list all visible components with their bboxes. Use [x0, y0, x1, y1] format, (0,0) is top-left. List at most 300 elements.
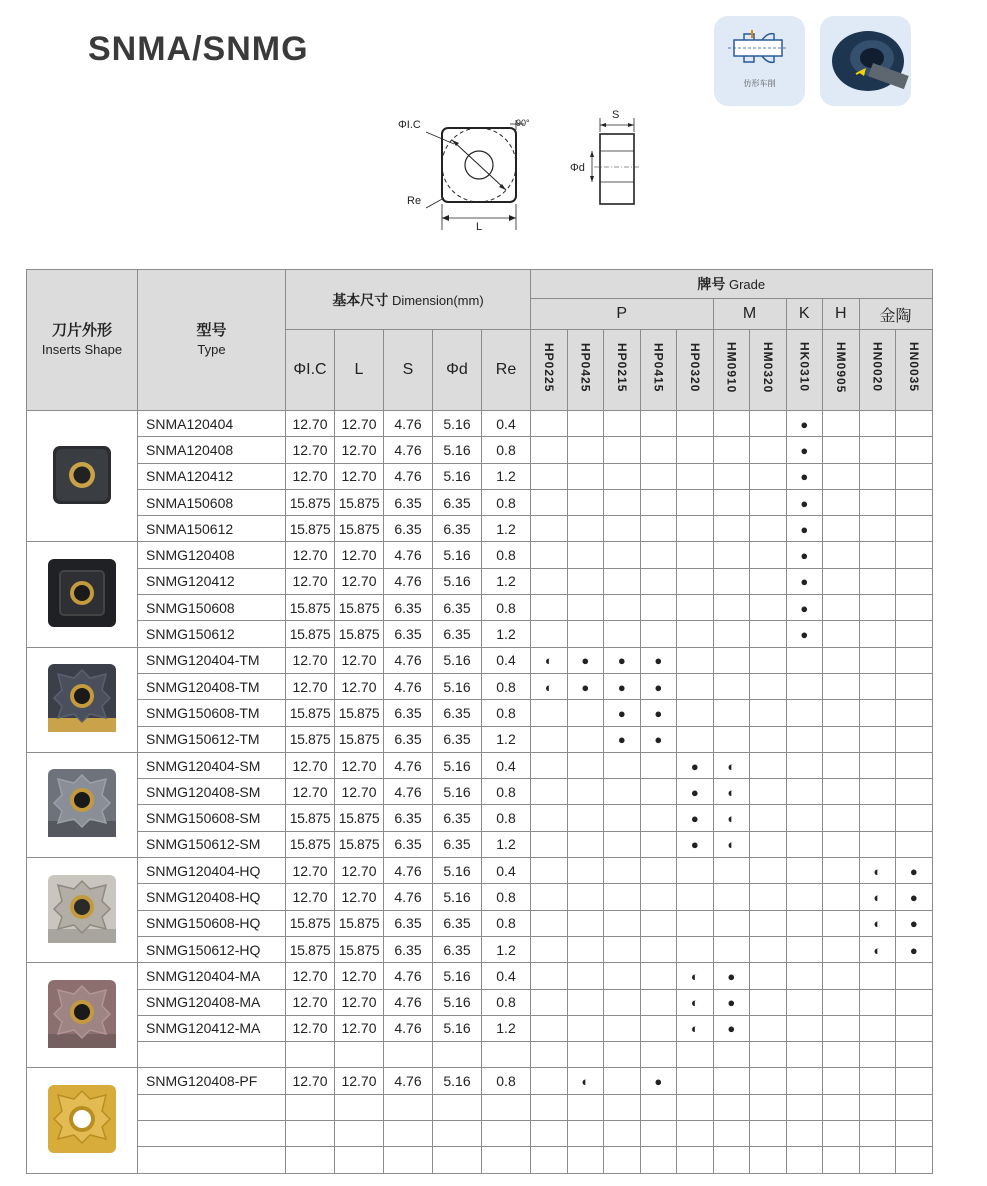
grade-mark-cell — [567, 1094, 604, 1120]
table-row — [27, 752, 933, 778]
table-row — [27, 963, 933, 989]
dimension-column-2: S — [384, 330, 433, 411]
dimension-cell-d: 5.16 — [433, 1015, 482, 1041]
dimension-cell-re: 0.4 — [482, 752, 531, 778]
grade-mark-cell — [786, 489, 823, 515]
dimension-cell-l: 12.70 — [335, 858, 384, 884]
table-row — [27, 621, 933, 647]
grade-mark-cell — [531, 1121, 568, 1147]
dimension-cell-l: 12.70 — [335, 884, 384, 910]
grade-mark-cell — [896, 936, 933, 962]
dimension-cell-s: 4.76 — [384, 1015, 433, 1041]
dimension-cell-l: 12.70 — [335, 647, 384, 673]
grade-mark-cell — [604, 884, 641, 910]
dimension-cell-d: 5.16 — [433, 411, 482, 437]
grade-mark-cell — [567, 542, 604, 568]
recommended-mark: ● — [617, 732, 626, 748]
dimension-cell-s: 6.35 — [384, 831, 433, 857]
grade-mark-cell — [640, 437, 677, 463]
grade-mark-cell — [823, 779, 860, 805]
dimension-cell-s — [384, 1121, 433, 1147]
type-cell: SNMG120404-HQ — [138, 858, 286, 884]
grade-mark-cell — [823, 963, 860, 989]
grade-mark-cell — [896, 726, 933, 752]
dimension-cell-re: 0.8 — [482, 542, 531, 568]
grade-mark-cell — [786, 1121, 823, 1147]
grade-mark-cell — [567, 1015, 604, 1041]
grade-mark-cell — [531, 516, 568, 542]
recommended-mark: ● — [654, 653, 663, 669]
grade-mark-cell — [531, 1068, 568, 1094]
dimension-cell-d: 5.16 — [433, 884, 482, 910]
dimension-cell-l: 15.875 — [335, 621, 384, 647]
grade-mark-cell — [640, 568, 677, 594]
type-cell: SNMG120408 — [138, 542, 286, 568]
dimension-cell-ic: 12.70 — [286, 989, 335, 1015]
grade-mark-cell — [531, 437, 568, 463]
applicable-mark: ◐ — [544, 653, 553, 669]
grade-mark-cell — [531, 884, 568, 910]
grade-mark-cell — [640, 411, 677, 437]
grade-mark-cell — [859, 936, 896, 962]
grade-mark-cell — [604, 831, 641, 857]
grade-mark-cell — [823, 1042, 860, 1068]
grade-mark-cell — [640, 1121, 677, 1147]
grade-group-2: K — [786, 299, 823, 330]
grade-mark-cell — [531, 463, 568, 489]
grade-mark-cell — [677, 516, 714, 542]
grade-mark-cell — [786, 858, 823, 884]
grade-mark-cell — [531, 595, 568, 621]
recommended-mark: ● — [727, 995, 736, 1011]
grade-column-label: HK0310 — [797, 342, 812, 393]
ic-label: ΦI.C — [398, 119, 421, 131]
table-row — [27, 805, 933, 831]
grade-mark-cell — [896, 1147, 933, 1173]
grade-mark-cell — [823, 542, 860, 568]
grade-mark-cell — [640, 1094, 677, 1120]
grade-mark-cell — [713, 1121, 750, 1147]
grade-mark-cell — [604, 700, 641, 726]
dimension-cell-d: 5.16 — [433, 568, 482, 594]
dimension-cell-re: 1.2 — [482, 1015, 531, 1041]
grade-mark-cell — [713, 1094, 750, 1120]
grade-mark-cell — [677, 1042, 714, 1068]
grade-mark-cell — [531, 489, 568, 515]
recommended-mark: ● — [581, 679, 590, 695]
dimension-cell-s: 4.76 — [384, 463, 433, 489]
dimension-cell-re: 0.4 — [482, 647, 531, 673]
table-row — [27, 1147, 933, 1173]
dimension-cell-l: 12.70 — [335, 411, 384, 437]
dimension-cell-s: 4.76 — [384, 411, 433, 437]
grade-mark-cell — [896, 805, 933, 831]
grade-mark-cell — [859, 1121, 896, 1147]
grade-mark-cell — [531, 910, 568, 936]
grade-mark-cell — [713, 805, 750, 831]
grade-mark-cell — [859, 516, 896, 542]
grade-mark-cell — [896, 831, 933, 857]
grade-column-label: HP0425 — [578, 342, 593, 393]
grade-mark-cell — [604, 1147, 641, 1173]
grade-mark-cell — [750, 884, 787, 910]
grade-mark-cell — [531, 568, 568, 594]
grade-mark-cell — [640, 858, 677, 884]
grade-column-label: HP0320 — [687, 342, 702, 393]
grade-mark-cell — [823, 936, 860, 962]
recommended-mark: ● — [654, 1074, 663, 1090]
grade-mark-cell — [531, 411, 568, 437]
dimension-cell-re — [482, 1121, 531, 1147]
grade-mark-cell — [859, 463, 896, 489]
dimension-cell-re: 1.2 — [482, 463, 531, 489]
snmg-ma-insert-image — [27, 963, 138, 1068]
grade-mark-cell — [859, 779, 896, 805]
grade-mark-cell — [750, 910, 787, 936]
grade-mark-cell — [531, 1147, 568, 1173]
dimension-cell-l: 12.70 — [335, 568, 384, 594]
grade-mark-cell — [531, 621, 568, 647]
table-row — [27, 568, 933, 594]
dimension-cell-ic: 15.875 — [286, 489, 335, 515]
grade-mark-cell — [640, 595, 677, 621]
table-row — [27, 411, 933, 437]
table-row — [27, 884, 933, 910]
grade-mark-cell — [567, 1121, 604, 1147]
grade-mark-cell — [567, 1068, 604, 1094]
grade-mark-cell — [604, 621, 641, 647]
type-cell: SNMG150612 — [138, 621, 286, 647]
grade-column-label: HP0225 — [541, 342, 556, 393]
grade-header-en: Grade — [728, 277, 766, 292]
grade-mark-cell — [604, 437, 641, 463]
dimension-cell-s: 6.35 — [384, 489, 433, 515]
applicable-mark: ◐ — [690, 968, 699, 984]
dimension-cell-l: 12.70 — [335, 779, 384, 805]
dimension-cell-d: 5.16 — [433, 647, 482, 673]
grade-mark-cell — [750, 1042, 787, 1068]
dimension-cell-l: 12.70 — [335, 463, 384, 489]
grade-mark-cell — [677, 989, 714, 1015]
grade-column-3 — [640, 330, 677, 411]
grade-mark-cell — [786, 411, 823, 437]
dimension-cell-re — [482, 1147, 531, 1173]
dimension-cell-s: 4.76 — [384, 647, 433, 673]
dimension-cell-s: 6.35 — [384, 936, 433, 962]
recommended-mark: ● — [617, 679, 626, 695]
recommended-mark: ● — [617, 653, 626, 669]
type-cell: SNMA120404 — [138, 411, 286, 437]
type-cell: SNMG150612-SM — [138, 831, 286, 857]
grade-mark-cell — [604, 516, 641, 542]
grade-mark-cell — [604, 805, 641, 831]
grade-mark-cell — [750, 411, 787, 437]
grade-mark-cell — [859, 884, 896, 910]
grade-mark-cell — [786, 910, 823, 936]
grade-mark-cell — [750, 989, 787, 1015]
dimension-cell-s: 4.76 — [384, 568, 433, 594]
grade-mark-cell — [896, 1094, 933, 1120]
grade-mark-cell — [859, 805, 896, 831]
applicable-mark: ◐ — [690, 1021, 699, 1037]
grade-mark-cell — [713, 1068, 750, 1094]
grade-mark-cell — [640, 752, 677, 778]
type-cell: SNMA150612 — [138, 516, 286, 542]
grade-mark-cell — [823, 621, 860, 647]
grade-mark-cell — [750, 726, 787, 752]
dimension-cell-l: 15.875 — [335, 910, 384, 936]
grade-mark-cell — [531, 647, 568, 673]
grade-mark-cell — [567, 700, 604, 726]
grade-mark-cell — [786, 936, 823, 962]
dimension-cell-d — [433, 1147, 482, 1173]
grade-mark-cell — [713, 700, 750, 726]
grade-mark-cell — [531, 673, 568, 699]
grade-mark-cell — [750, 489, 787, 515]
grade-mark-cell — [677, 858, 714, 884]
grade-mark-cell — [677, 621, 714, 647]
grade-mark-cell — [896, 673, 933, 699]
type-cell — [138, 1121, 286, 1147]
grade-mark-cell — [677, 831, 714, 857]
grade-mark-cell — [786, 463, 823, 489]
dimension-cell-l: 12.70 — [335, 752, 384, 778]
grade-mark-cell — [640, 963, 677, 989]
applicable-mark: ◐ — [690, 995, 699, 1011]
dimension-cell-d: 5.16 — [433, 673, 482, 699]
dimension-cell-d: 5.16 — [433, 542, 482, 568]
grade-mark-cell — [859, 621, 896, 647]
dimension-cell-re: 0.8 — [482, 437, 531, 463]
grade-mark-cell — [677, 936, 714, 962]
grade-mark-cell — [567, 936, 604, 962]
dimension-cell-l: 12.70 — [335, 1068, 384, 1094]
grade-mark-cell — [640, 910, 677, 936]
grade-mark-cell — [604, 752, 641, 778]
type-cell: SNMG120404-SM — [138, 752, 286, 778]
grade-mark-cell — [750, 1068, 787, 1094]
grade-mark-cell — [896, 910, 933, 936]
dimension-column-0: ΦI.C — [286, 330, 335, 411]
angle-label: 90° — [516, 118, 530, 128]
table-row — [27, 1068, 933, 1094]
recommended-mark: ● — [800, 548, 809, 564]
grade-column-1 — [567, 330, 604, 411]
grade-mark-cell — [604, 542, 641, 568]
grade-mark-cell — [786, 516, 823, 542]
dimension-cell-ic — [286, 1094, 335, 1120]
profile-turning-icon — [714, 16, 805, 106]
grade-mark-cell — [531, 726, 568, 752]
grade-mark-cell — [859, 647, 896, 673]
type-header-en: Type — [197, 341, 226, 357]
grade-mark-cell — [896, 1121, 933, 1147]
table-row — [27, 936, 933, 962]
grade-mark-cell — [896, 595, 933, 621]
dimension-cell-d: 6.35 — [433, 910, 482, 936]
grade-mark-cell — [859, 910, 896, 936]
grade-mark-cell — [859, 1042, 896, 1068]
grade-mark-cell — [677, 673, 714, 699]
grade-mark-cell — [786, 673, 823, 699]
grade-mark-cell — [713, 568, 750, 594]
grade-mark-cell — [896, 647, 933, 673]
grade-column-label: HN0035 — [906, 342, 921, 393]
grade-mark-cell — [640, 621, 677, 647]
grade-mark-cell — [567, 858, 604, 884]
table-row — [27, 673, 933, 699]
type-cell: SNMG120412 — [138, 568, 286, 594]
grade-group-4: 金陶 — [859, 299, 932, 330]
dimension-cell-l — [335, 1042, 384, 1068]
l-label: L — [476, 221, 483, 233]
recommended-mark: ● — [727, 968, 736, 984]
dimension-cell-ic: 15.875 — [286, 726, 335, 752]
type-header — [138, 270, 286, 411]
recommended-mark: ● — [617, 705, 626, 721]
dimension-cell-ic: 12.70 — [286, 437, 335, 463]
dimension-cell-s: 4.76 — [384, 779, 433, 805]
grade-mark-cell — [531, 1015, 568, 1041]
dimension-cell-l: 15.875 — [335, 516, 384, 542]
snmg-hq-insert-image — [27, 858, 138, 963]
dimension-cell-ic — [286, 1042, 335, 1068]
dimension-cell-re: 0.8 — [482, 1068, 531, 1094]
grade-mark-cell — [859, 726, 896, 752]
grade-mark-cell — [531, 831, 568, 857]
grade-mark-cell — [640, 936, 677, 962]
dimension-cell-re: 1.2 — [482, 936, 531, 962]
grade-mark-cell — [823, 1121, 860, 1147]
grade-mark-cell — [859, 437, 896, 463]
grade-mark-cell — [604, 411, 641, 437]
grade-mark-cell — [786, 726, 823, 752]
grade-mark-cell — [677, 805, 714, 831]
grade-column-4 — [677, 330, 714, 411]
dimension-cell-l: 12.70 — [335, 989, 384, 1015]
grade-mark-cell — [531, 779, 568, 805]
grade-mark-cell — [567, 489, 604, 515]
grade-mark-cell — [604, 963, 641, 989]
grade-header — [531, 270, 933, 299]
grade-mark-cell — [823, 595, 860, 621]
dimension-cell-re: 0.8 — [482, 805, 531, 831]
grade-mark-cell — [786, 595, 823, 621]
table-row — [27, 489, 933, 515]
grade-mark-cell — [786, 752, 823, 778]
grade-mark-cell — [750, 1094, 787, 1120]
type-cell: SNMG120408-HQ — [138, 884, 286, 910]
grade-mark-cell — [750, 595, 787, 621]
shape-header — [27, 270, 138, 411]
grade-mark-cell — [859, 411, 896, 437]
grade-mark-cell — [604, 936, 641, 962]
dimension-cell-re: 1.2 — [482, 831, 531, 857]
type-cell: SNMA150608 — [138, 489, 286, 515]
grade-mark-cell — [677, 647, 714, 673]
grade-mark-cell — [567, 831, 604, 857]
grade-mark-cell — [677, 1015, 714, 1041]
recommended-mark: ● — [727, 1021, 736, 1037]
dimension-cell-ic: 15.875 — [286, 516, 335, 542]
grade-mark-cell — [713, 647, 750, 673]
dimension-cell-re: 1.2 — [482, 568, 531, 594]
dimension-cell-d: 6.35 — [433, 936, 482, 962]
table-row — [27, 1015, 933, 1041]
grade-mark-cell — [531, 1042, 568, 1068]
grade-mark-cell — [677, 489, 714, 515]
table-row — [27, 647, 933, 673]
grade-mark-cell — [896, 463, 933, 489]
dimension-cell-ic — [286, 1147, 335, 1173]
spec-table — [26, 269, 933, 1174]
grade-mark-cell — [823, 568, 860, 594]
table-row — [27, 700, 933, 726]
dimension-cell-ic: 12.70 — [286, 542, 335, 568]
grade-mark-cell — [567, 463, 604, 489]
grade-mark-cell — [567, 910, 604, 936]
dimension-cell-ic: 12.70 — [286, 858, 335, 884]
grade-mark-cell — [567, 805, 604, 831]
dimension-cell-s: 6.35 — [384, 726, 433, 752]
grade-mark-cell — [567, 963, 604, 989]
grade-mark-cell — [859, 489, 896, 515]
type-cell — [138, 1042, 286, 1068]
grade-mark-cell — [531, 542, 568, 568]
grade-mark-cell — [750, 647, 787, 673]
grade-mark-cell — [859, 1015, 896, 1041]
grade-mark-cell — [713, 726, 750, 752]
dimension-cell-ic: 15.875 — [286, 831, 335, 857]
grade-mark-cell — [677, 437, 714, 463]
grade-mark-cell — [604, 1015, 641, 1041]
grade-mark-cell — [786, 542, 823, 568]
grade-mark-cell — [640, 647, 677, 673]
dimension-cell-d: 6.35 — [433, 621, 482, 647]
dimension-cell-re: 1.2 — [482, 726, 531, 752]
grade-mark-cell — [677, 726, 714, 752]
dimension-cell-re: 0.4 — [482, 858, 531, 884]
table-row — [27, 437, 933, 463]
grade-mark-cell — [567, 1042, 604, 1068]
page-title: SNMA/SNMG — [88, 30, 309, 68]
snmg-tm-insert-image — [27, 647, 138, 752]
recommended-mark: ● — [690, 811, 699, 827]
grade-mark-cell — [713, 595, 750, 621]
dimension-cell-l: 15.875 — [335, 726, 384, 752]
grade-mark-cell — [713, 621, 750, 647]
recommended-mark: ● — [800, 469, 809, 485]
grade-mark-cell — [640, 726, 677, 752]
grade-mark-cell — [713, 752, 750, 778]
grade-mark-cell — [859, 963, 896, 989]
grade-mark-cell — [604, 1068, 641, 1094]
grade-mark-cell — [604, 463, 641, 489]
table-row — [27, 1094, 933, 1120]
dimension-cell-d: 5.16 — [433, 963, 482, 989]
grade-mark-cell — [786, 989, 823, 1015]
dimension-cell-ic — [286, 1121, 335, 1147]
grade-mark-cell — [677, 779, 714, 805]
grade-mark-cell — [604, 989, 641, 1015]
dimension-cell-s: 4.76 — [384, 673, 433, 699]
dimension-header-en: Dimension(mm) — [391, 292, 484, 308]
dimension-cell-s: 4.76 — [384, 884, 433, 910]
recommended-mark: ● — [800, 442, 809, 458]
grade-mark-cell — [823, 437, 860, 463]
dimension-cell-re: 0.8 — [482, 489, 531, 515]
grade-mark-cell — [531, 858, 568, 884]
